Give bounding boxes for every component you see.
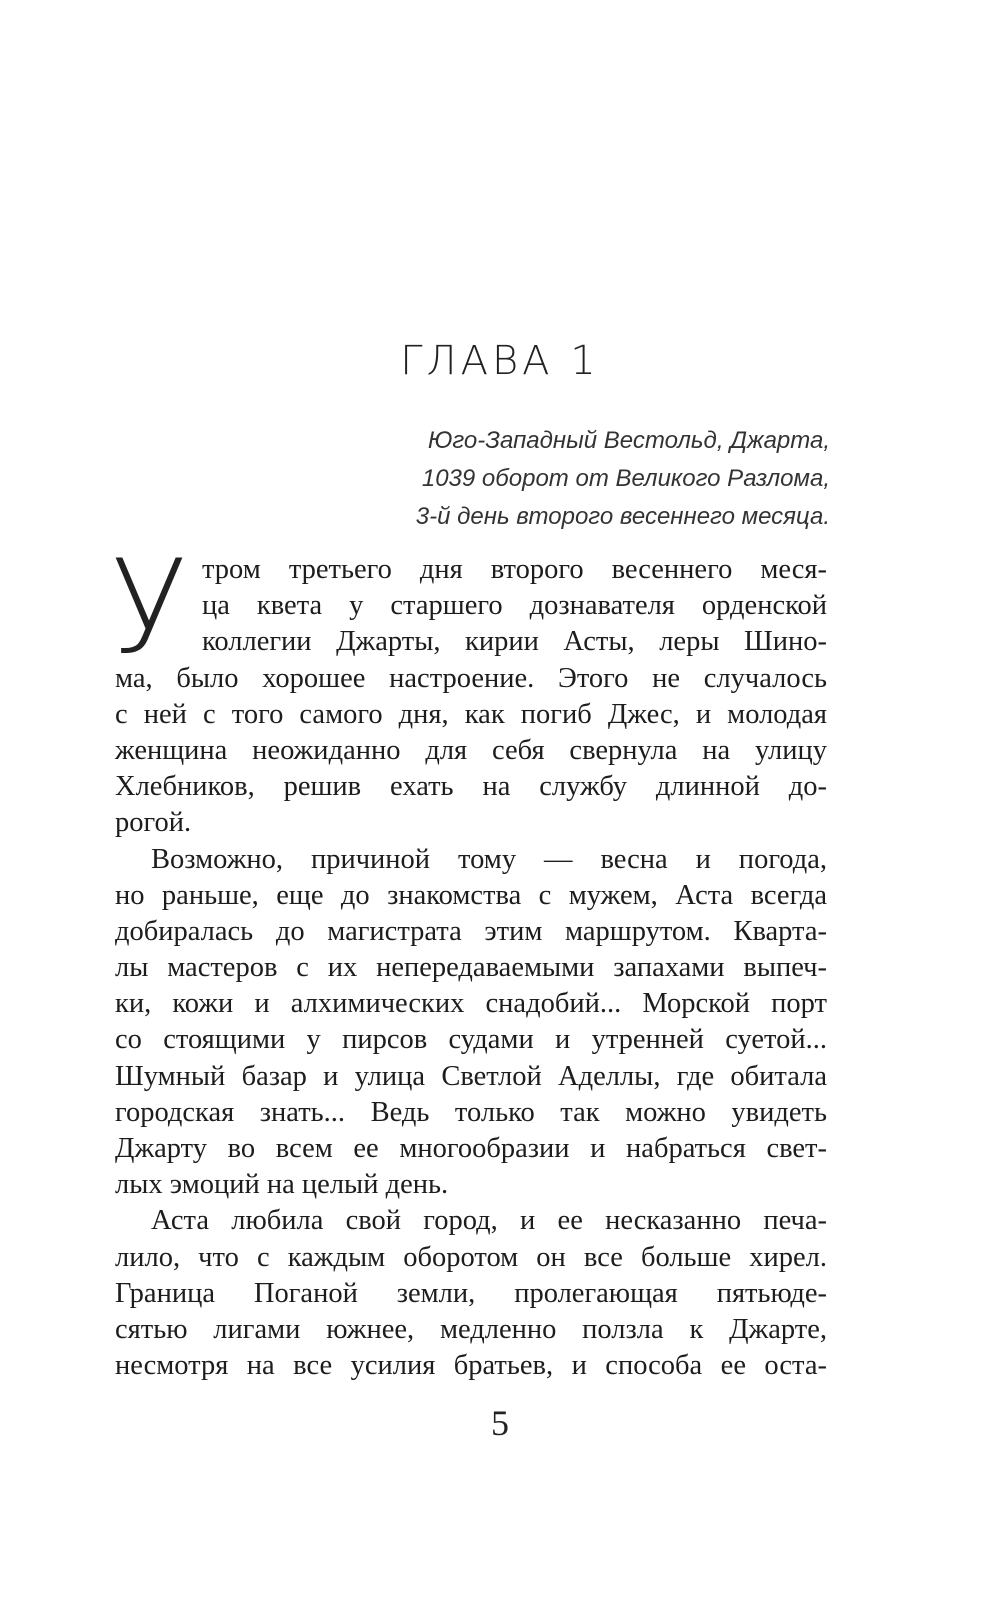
page-number: 5: [491, 1403, 509, 1443]
text-line: но раньше, еще до знакомства с мужем, Аста всегда: [115, 879, 827, 911]
text-line: ца квета у старшего дознавателя орденской: [202, 590, 827, 622]
epigraph-line: 3-й день второго весеннего месяца.: [415, 503, 830, 530]
text-line: лило, что с каждым оборотом он все больше хирел.: [115, 1241, 827, 1273]
text-line: коллегии Джарты, кирии Асты, леры Шино-: [202, 626, 827, 658]
text-line: рогой.: [115, 807, 192, 839]
text-line: Джарту во всем ее многообразии и набраться свет-: [115, 1133, 827, 1165]
text-line: городская знать... Ведь только так можно увидеть: [115, 1096, 827, 1128]
epigraph-line: Юго-Западный Вестольд, Джарта,: [427, 427, 830, 454]
text-line: женщина неожиданно для себя свернула на улицу: [115, 734, 827, 766]
text-line: тром третьего дня второго весеннего меся-: [202, 554, 827, 585]
text-line: Хлебников, решив ехать на службу длинной до-: [115, 771, 827, 803]
text-line: ма, было хорошее настроение. Этого не случалось: [115, 662, 827, 694]
text-line: Шумный базар и улица Светлой Аделлы, где обитала: [115, 1060, 827, 1092]
text-line: лы мастеров с их непередаваемыми запахами выпеч-: [115, 952, 827, 984]
text-line: сятью лигами южнее, медленно ползла к Джарте,: [115, 1313, 827, 1345]
text-line: Аста любила свой город, и ее несказанно печа-: [151, 1205, 827, 1237]
epigraph-line: 1039 оборот от Великого Разлома,: [421, 465, 830, 492]
text-line: добиралась до магистрата этим маршрутом. Кварта-: [115, 915, 827, 947]
text-line: Возможно, причиной тому — весна и погода,: [151, 843, 827, 875]
chapter-title: ГЛАВА 1: [400, 338, 600, 384]
text-line: с ней с того самого дня, как погиб Джес, и молодая: [115, 698, 827, 730]
paragraph-1-dropcap-lines: [202, 552, 827, 661]
drop-cap: У: [110, 533, 188, 682]
text-line: несмотря на все усилия братьев, и способа ее оста-: [115, 1350, 827, 1382]
epigraph: [416, 422, 830, 536]
text-line: Граница Поганой земли, пролегающая пятьюде-: [115, 1277, 827, 1309]
text-line: со стоящими у пирсов судами и утренней суетой...: [115, 1024, 827, 1056]
text-line: ки, кожи и алхимических снадобий... Морской порт: [115, 988, 827, 1020]
body-text: [115, 661, 827, 1385]
text-line: лых эмоций на целый день.: [115, 1169, 449, 1201]
